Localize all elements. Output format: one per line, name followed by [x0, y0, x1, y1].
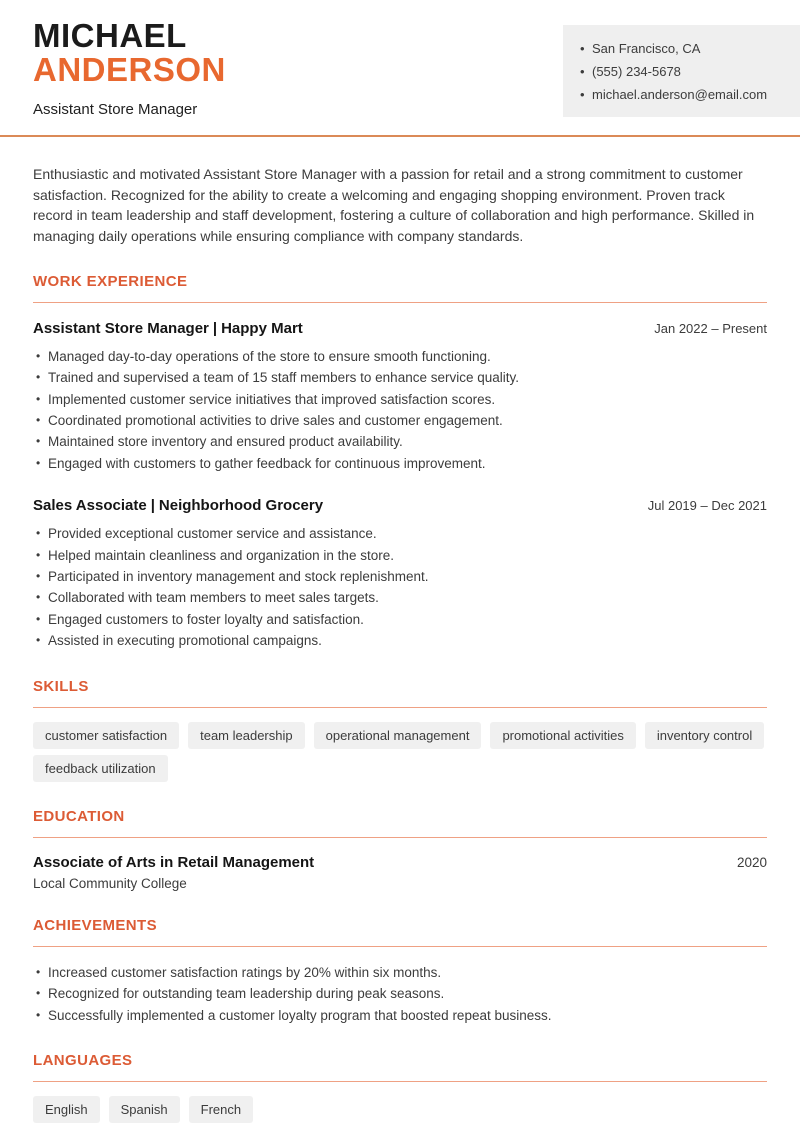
- job-entry: [33, 497, 767, 651]
- language-pill-list: [33, 1096, 767, 1123]
- job-role: Sales Associate: [33, 497, 147, 515]
- job-entry: [33, 320, 767, 474]
- title-separator: |: [150, 497, 155, 515]
- skill-pill: feedback utilization: [33, 755, 168, 782]
- language-pill: French: [189, 1096, 253, 1123]
- skill-pill: team leadership: [188, 722, 305, 749]
- education-entry: [33, 854, 767, 891]
- achievement-bullet: • Successfully implemented a customer loyalty program that boosted repeat business.: [33, 1005, 767, 1026]
- job-dates: Jul 2019 – Dec 2021: [647, 498, 767, 514]
- contact-box: [563, 25, 800, 117]
- last-name: ANDERSON: [33, 51, 226, 88]
- job-company: Neighborhood Grocery: [158, 497, 324, 515]
- job-bullet: • Maintained store inventory and ensured product availability.: [33, 431, 767, 452]
- job-role: Assistant Store Manager: [33, 319, 209, 337]
- resume-body: [0, 164, 800, 1123]
- skill-pill: promotional activities: [490, 722, 635, 749]
- job-bullet: • Engaged with customers to gather feedback for continuous improvement.: [33, 453, 767, 474]
- language-pill: English: [33, 1096, 100, 1123]
- person-name: [33, 19, 226, 87]
- achievement-bullet: • Recognized for outstanding team leadership during peak seasons.: [33, 983, 767, 1004]
- work-experience-heading: WORK EXPERIENCE: [33, 273, 767, 303]
- job-title: [33, 497, 323, 514]
- job-bullet: • Assisted in executing promotional campaigns.: [33, 630, 767, 651]
- section-education: [33, 808, 767, 891]
- job-title: [33, 320, 303, 337]
- education-header-row: [33, 854, 767, 871]
- languages-heading: LANGUAGES: [33, 1052, 767, 1082]
- skill-pill: operational management: [314, 722, 482, 749]
- job-bullet: • Trained and supervised a team of 15 staff members to enhance service quality.: [33, 367, 767, 388]
- achievement-list: [33, 962, 767, 1026]
- contact-list: [580, 37, 790, 106]
- language-pill: Spanish: [109, 1096, 180, 1123]
- header-job-title: Assistant Store Manager: [33, 101, 198, 118]
- achievements-heading: ACHIEVEMENTS: [33, 917, 767, 947]
- job-bullet-list: [33, 346, 767, 474]
- graduation-year: 2020: [736, 854, 767, 870]
- name-block: [33, 19, 226, 118]
- achievement-bullet: • Increased customer satisfaction ratings by 20% within six months.: [33, 962, 767, 983]
- section-languages: [33, 1052, 767, 1123]
- job-bullet: • Collaborated with team members to meet sales targets.: [33, 587, 767, 608]
- education-heading: EDUCATION: [33, 808, 767, 838]
- job-bullet: • Managed day-to-day operations of the store to ensure smooth functioning.: [33, 346, 767, 367]
- job-bullet: • Participated in inventory management and stock replenishment.: [33, 566, 767, 587]
- title-separator: |: [212, 319, 218, 337]
- job-bullet-list: [33, 523, 767, 651]
- section-skills: [33, 678, 767, 782]
- job-bullet: • Implemented customer service initiatives that improved satisfaction scores.: [33, 389, 767, 410]
- degree-title: Associate of Arts in Retail Management: [33, 853, 315, 871]
- job-list: [33, 320, 767, 652]
- job-bullet: • Engaged customers to foster loyalty and satisfaction.: [33, 609, 767, 630]
- summary-paragraph: Enthusiastic and motivated Assistant Store Manager with a passion for retail and a strong commitment to customer satisfaction. Recognized for the ability to create a welcoming and engaging shopping environment. Proven track record in team leadership and staff development, fostering a culture of collaboration and high performance. Skilled in managing daily operations while ensuring compliance with company standards.: [33, 166, 755, 245]
- resume-header: [0, 0, 800, 137]
- skills-heading: SKILLS: [33, 678, 767, 708]
- section-work-experience: [33, 273, 767, 652]
- section-achievements: [33, 917, 767, 1026]
- job-bullet: • Coordinated promotional activities to drive sales and customer engagement.: [33, 410, 767, 431]
- school-name: Local Community College: [33, 875, 187, 891]
- contact-item: • (555) 234-5678: [580, 60, 790, 83]
- job-bullet: • Helped maintain cleanliness and organization in the store.: [33, 545, 767, 566]
- skill-pill: customer satisfaction: [33, 722, 179, 749]
- job-company: Happy Mart: [221, 319, 303, 337]
- job-bullet: • Provided exceptional customer service and assistance.: [33, 523, 767, 544]
- job-header-row: [33, 320, 767, 337]
- contact-item: • San Francisco, CA: [580, 37, 790, 60]
- skill-pill: inventory control: [645, 722, 764, 749]
- contact-item: • michael.anderson@email.com: [580, 83, 790, 106]
- education-list: [33, 854, 767, 891]
- job-dates: Jan 2022 – Present: [654, 320, 767, 336]
- job-header-row: [33, 497, 767, 514]
- first-name: MICHAEL: [33, 17, 187, 54]
- skill-pill-list: [33, 722, 767, 782]
